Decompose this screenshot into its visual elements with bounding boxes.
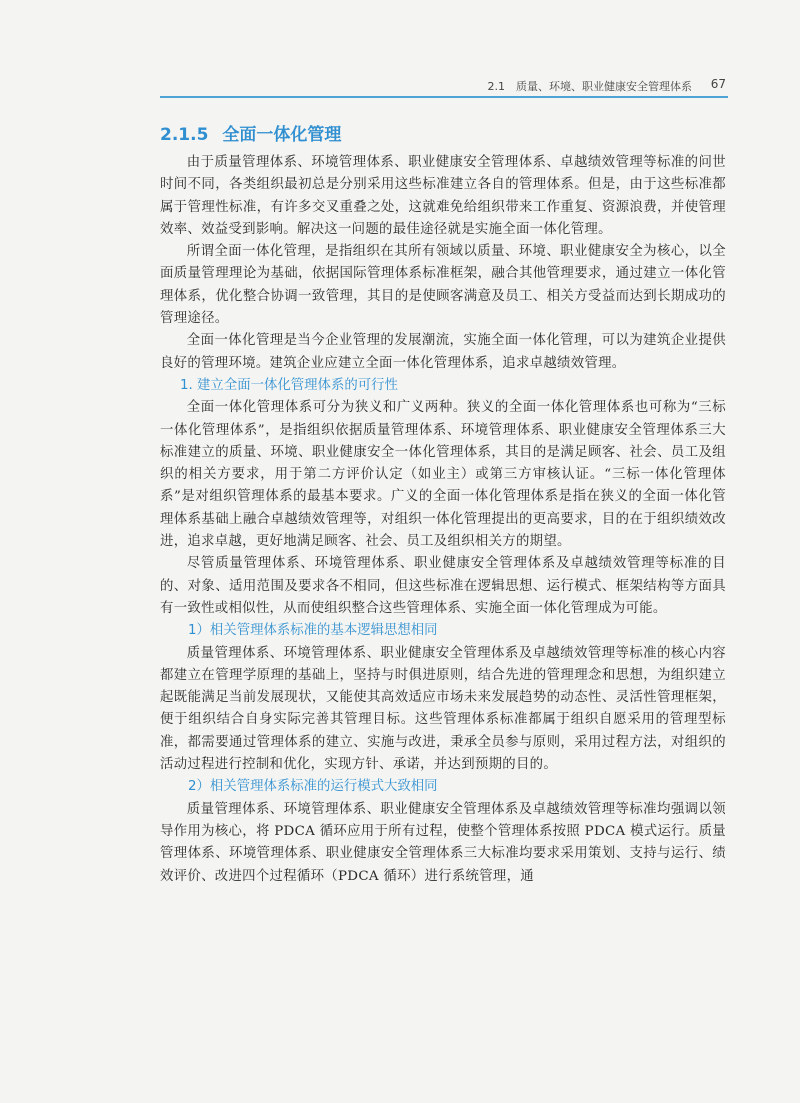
header-chapter-title: 2.1 质量、环境、职业健康安全管理体系 (487, 80, 692, 93)
page-number: 67 (710, 77, 726, 91)
paragraph: 由于质量管理体系、环境管理体系、职业健康安全管理体系、卓越绩效管理等标准的问世时间不同，各类组织最初总是分别采用这些标准建立各自的管理体系。但是，由于这些标准都属于管理性标准，有许多交叉重叠之处，这就难免给组织带来工作重复、资源浪费，并使管理效率、效益受到影响。解决这一问题的最佳途径就是实施全面一体化管理。 (160, 155, 726, 237)
subheading-feasibility: 1. 建立全面一体化管理体系的可行性 (180, 377, 398, 393)
body-text (160, 152, 726, 888)
paragraph: 质量管理体系、环境管理体系、职业健康安全管理体系及卓越绩效管理等标准均强调以领导作用为核心，将 PDCA 循环应用于所有过程，使整个管理体系按照 PDCA 模式运行。质量管理体系、环境管理体系、职业健康安全管理体系三大标准均要求采用策划、支持与运行、绩效评价、改进四个过程循环（PDCA 循环）进行系统管理，通 (160, 801, 726, 884)
section-title: 全面一体化管理 (222, 125, 342, 145)
section-number: 2.1.5 (160, 125, 209, 145)
paragraph: 所谓全面一体化管理，是指组织在其所有领域以质量、环境、职业健康安全为核心，以全面质量管理理论为基础，依据国际管理体系标准框架，融合其他管理要求，通过建立一体化管理体系，优化整合协调一致管理，其目的是使顾客满意及员工、相关方受益而达到长期成功的管理途径。 (160, 244, 726, 327)
paragraph: 尽管质量管理体系、环境管理体系、职业健康安全管理体系及卓越绩效管理等标准的目的、对象、适用范围及要求各不相同，但这些标准在逻辑思想、运行模式、框架结构等方面具有一致性或相似性，从而使组织整合这些管理体系、实施全面一体化管理成为可能。 (160, 556, 726, 616)
running-header (160, 76, 728, 98)
subheading-mode-same: 2）相关管理体系标准的运行模式大致相同 (188, 779, 438, 795)
paragraph: 质量管理体系、环境管理体系、职业健康安全管理体系及卓越绩效管理等标准的核心内容都建立在管理学原理的基础上，坚持与时俱进原则，结合先进的管理理念和思想，为组织建立起既能满足当前发展现状，又能使其高效适应市场未来发展趋势的动态性、灵活性管理框架，便于组织结合自身实际完善其管理目标。这些管理体系标准都属于组织自愿采用的管理型标准，都需要通过管理体系的建立、实施与改进，秉承全员参与原则，采用过程方法，对组织的活动过程进行控制和优化，实现方针、承诺，并达到预期的目的。 (160, 645, 726, 773)
paragraph: 全面一体化管理体系可分为狭义和广义两种。狭义的全面一体化管理体系也可称为“三标一体化管理体系”，是指组织依据质量管理体系、环境管理体系、职业健康安全管理体系三大标准建立的质量、环境、职业健康安全一体化管理体系，其目的是满足顾客、社会、员工及组织的相关方要求，用于第二方评价认定（如业主）或第三方审核认证。“三标一体化管理体系”是对组织管理体系的最基本要求。广义的全面一体化管理体系是指在狭义的全面一体化管理体系基础上融合卓越绩效管理等，对组织一体化管理提出的更高要求，目的在于组织绩效改进，追求卓越，更好地满足顾客、社会、员工及组织相关方的期望。 (160, 400, 726, 550)
subheading-logic-same: 1）相关管理体系标准的基本逻辑思想相同 (188, 623, 438, 639)
section-heading (160, 120, 341, 145)
paragraph: 全面一体化管理是当今企业管理的发展潮流，实施全面一体化管理，可以为建筑企业提供良好的管理环境。建筑企业应建立全面一体化管理体系，追求卓越绩效管理。 (160, 333, 726, 371)
